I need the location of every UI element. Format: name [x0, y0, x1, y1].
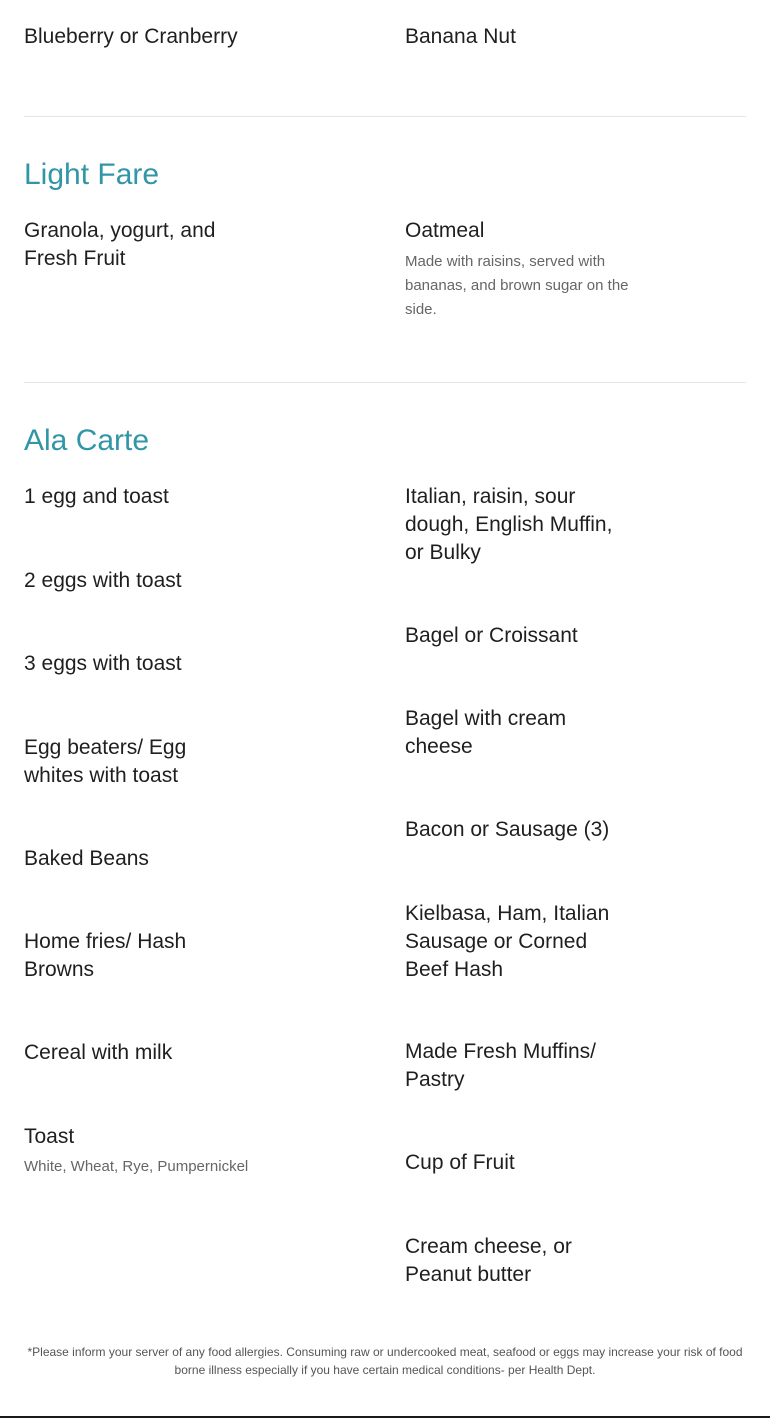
section-divider — [24, 116, 746, 117]
item-description: White, Wheat, Rye, Pumpernickel — [24, 1158, 249, 1175]
menu-item — [405, 622, 645, 650]
menu-item — [24, 23, 264, 51]
menu-item — [24, 734, 214, 790]
item-name: 2 eggs with toast — [24, 569, 182, 592]
item-name: Made Fresh Muffins/ Pastry — [405, 1040, 597, 1091]
section-divider — [24, 382, 746, 383]
item-name: Cream cheese, or Peanut butter — [405, 1235, 572, 1286]
bottom-border — [0, 1416, 770, 1418]
menu-item — [24, 1039, 264, 1067]
item-name: Cereal with milk — [24, 1041, 173, 1064]
menu-item — [405, 705, 595, 761]
item-name: Granola, yogurt, and Fresh Fruit — [24, 219, 216, 270]
menu-item — [405, 900, 630, 984]
item-name: Bacon or Sausage (3) — [405, 818, 610, 841]
item-name: Bagel or Croissant — [405, 624, 578, 647]
menu-item — [24, 845, 264, 873]
item-name: Banana Nut — [405, 25, 516, 48]
menu-item — [405, 1038, 620, 1094]
menu-item — [24, 928, 214, 984]
menu-item — [24, 567, 264, 595]
menu-item — [405, 483, 630, 567]
section-title-ala-carte: Ala Carte — [24, 424, 150, 457]
section-title-light-fare: Light Fare — [24, 158, 160, 191]
item-name: Bagel with cream cheese — [405, 707, 567, 758]
item-description: Made with raisins, served with bananas, and brown sugar on the side. — [405, 253, 629, 318]
menu-item — [24, 650, 264, 678]
allergy-disclaimer: *Please inform your server of any food allergies. Consuming raw or undercooked meat, seafood or eggs may increase your risk of food borne illness especially if you have certain medical conditions- per Health Dept. — [27, 1345, 743, 1377]
item-name: Home fries/ Hash Browns — [24, 930, 187, 981]
menu-item — [24, 217, 234, 273]
menu-item — [24, 1123, 324, 1179]
item-name: 1 egg and toast — [24, 485, 169, 508]
menu-item — [405, 217, 650, 322]
menu-item — [405, 816, 665, 844]
item-name: Oatmeal — [405, 219, 485, 242]
item-name: 3 eggs with toast — [24, 652, 182, 675]
menu-item — [405, 1149, 645, 1177]
menu-item — [24, 483, 264, 511]
item-name: Blueberry or Cranberry — [24, 25, 238, 48]
item-name: Baked Beans — [24, 847, 149, 870]
item-name: Italian, raisin, sour dough, English Muffin, or Bulky — [405, 485, 613, 564]
item-name: Toast — [24, 1125, 75, 1148]
menu-item — [405, 1233, 605, 1289]
item-name: Cup of Fruit — [405, 1151, 515, 1174]
item-name: Egg beaters/ Egg whites with toast — [24, 736, 187, 787]
item-name: Kielbasa, Ham, Italian Sausage or Corned Beef Hash — [405, 902, 610, 981]
menu-item — [405, 23, 645, 51]
